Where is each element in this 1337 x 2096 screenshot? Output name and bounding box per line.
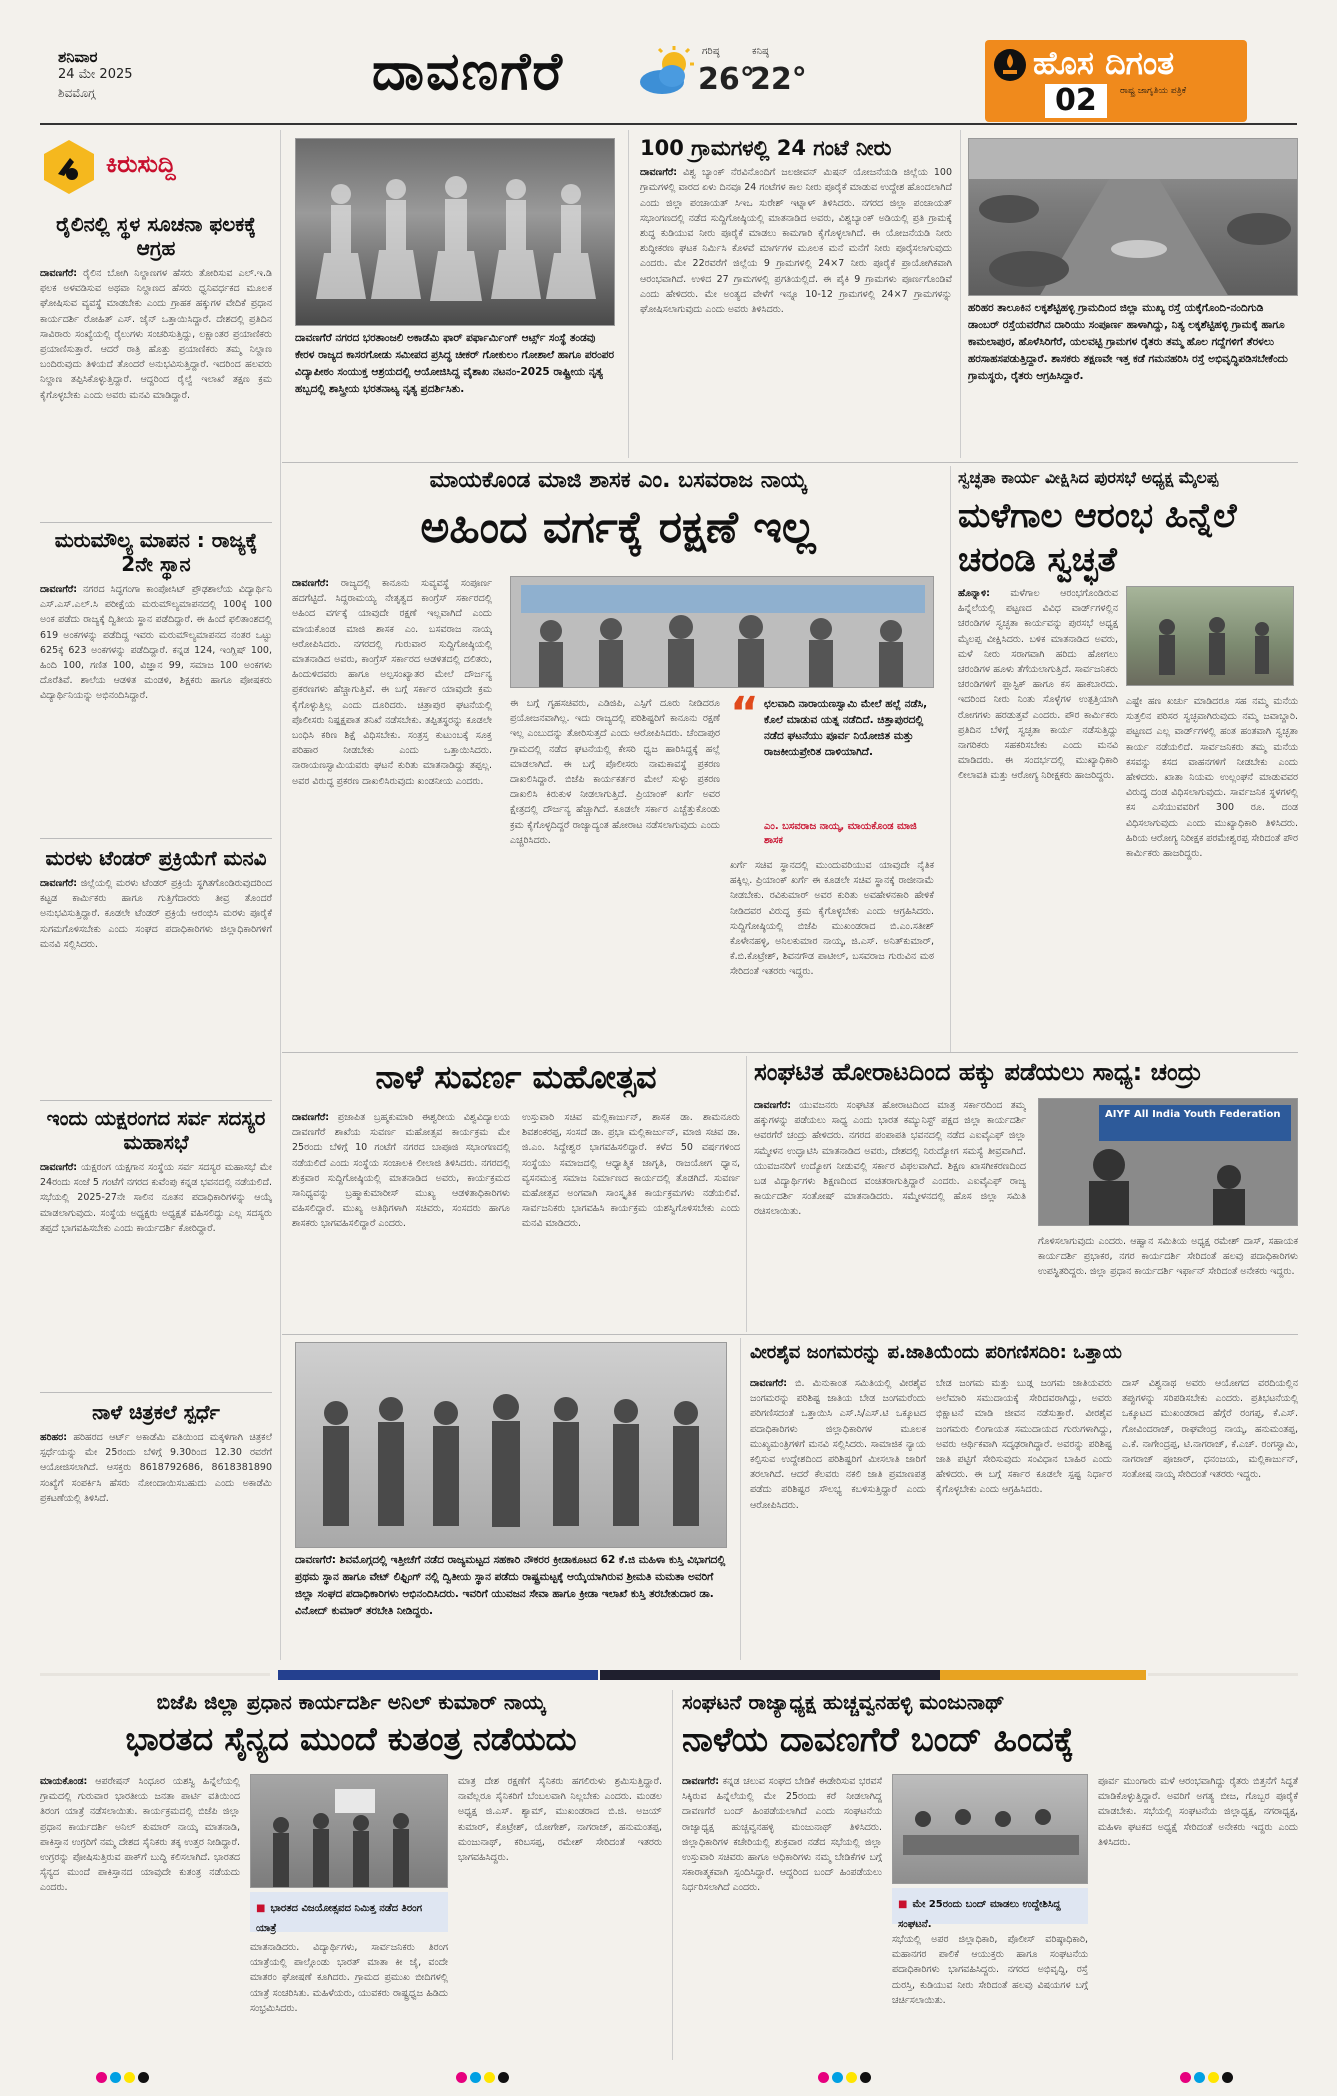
- veerashaiva-col2: ಬೇಡ ಜಂಗಮ ಮತ್ತು ಬುಡ್ಗ ಜಂಗಮ ಜಾತಿಯವರು ಅಲೆಮಾರಿ ಸಮುದಾಯಕ್ಕೆ ಸೇರಿದವರಾಗಿದ್ದು, ಅವರು ಭಿಕ್ಷಾಟನೆ ಮಾಡಿ ಜೀವನ ನಡೆಸುತ್ತಾರೆ. ವೀರಶೈವ ಜಂಗಮರು ಲಿಂಗಾಯತ ಸಮುದಾಯದ ಗುರುಗಳಾಗಿದ್ದು, ಅವರು ಆರ್ಥಿಕವಾಗಿ ಸದೃಢರಾಗಿದ್ದಾರೆ. ಅವರನ್ನು ಪರಿಶಿಷ್ಟ ಜಾತಿ ಪಟ್ಟಿಗೆ ಸೇರಿಸುವುದು ಸಂವಿಧಾನ ಬಾಹಿರ ಎಂದು ಹೇಳಿದರು. ಈ ಬಗ್ಗೆ ಸರ್ಕಾರ ಕೂಡಲೇ ಸ್ಪಷ್ಟ ನಿರ್ಧಾರ ಕೈಗೊಳ್ಳಬೇಕು ಎಂದು ಆಗ್ರಹಿಸಿದರು.: [936, 1378, 1112, 1496]
- sidebar-item: [40, 846, 272, 1088]
- sidebar-item: [40, 528, 272, 872]
- issue-date: 24 ಮೇ 2025: [58, 67, 133, 82]
- rain-story: [958, 468, 1298, 1048]
- water-story: [640, 136, 952, 465]
- union-event-photo: [1038, 1098, 1298, 1226]
- page-number: 02: [1045, 84, 1107, 118]
- dance-photo-caption: ದಾವಣಗೆರೆ ನಗರದ ಭರತಾಂಜಲಿ ಅಕಾಡೆಮಿ ಫಾರ್ ಪರ್ಫಾರ್ಮಿಂಗ್ ಆರ್ಟ್ಸ್ ಸಂಸ್ಥೆ ತಂಡವು ಕೇರಳ ರಾಜ್ಯದ ಕಾಸರಗೋಡು ಸಮೀಪದ ಪ್ರಸಿದ್ಧ ಚೀಕರ್ ಗೋಕುಲಂ ಗೋಶಾಲೆ ಹಾಗೂ ಪರಂಪರ ವಿದ್ಯಾಪೀಠಂ ಸಂಯುಕ್ತ ಆಶ್ರಯದಲ್ಲಿ ಆಯೋಜಿಸಿದ್ದ ವೈಶಾಖ ನಟನಂ-2025 ರಾಷ್ಟ್ರೀಯ ನೃತ್ಯ ಹಬ್ಬದಲ್ಲಿ ಶಾಸ್ತ್ರೀಯ ಭರತನಾಟ್ಯ ನೃತ್ಯ ಪ್ರದರ್ಶಿಸಿತು.: [295, 332, 615, 395]
- paper-tagline: ರಾಷ್ಟ್ರ ಜಾಗೃತಿಯ ಪತ್ರಿಕೆ: [1120, 86, 1187, 96]
- sidebar-item-headline: ಇಂದು ಯಕ್ಷರಂಗದ ಸರ್ವ ಸದಸ್ಯರ ಮಹಾಸಭೆ: [46, 1106, 266, 1154]
- masthead: [0, 0, 1337, 128]
- army-headline: ಭಾರತದ ಸೈನ್ಯದ ಮುಂದೆ ಕುತಂತ್ರ ನಡೆಯದು: [125, 1720, 577, 1758]
- army-col2: ಮಾತ್ರ ದೇಶ ರಕ್ಷಣೆಗೆ ಸೈನಿಕರು ಹಗಲಿರುಳು ಶ್ರಮಿಸುತ್ತಿದ್ದಾರೆ. ನಾವೆಲ್ಲರೂ ಸೈನಿಕರಿಗೆ ಬೆಂಬಲವಾಗಿ ನಿಲ್ಲಬೇಕು ಎಂದರು. ಮಂಡಲ ಅಧ್ಯಕ್ಷ ಜಿ.ಎಸ್. ಶ್ಯಾಮ್, ಮುಖಂಡರಾದ ಬಿ.ಜಿ. ಅಜಯ್ ಕುಮಾರ್, ಕೊಟ್ರೇಶ್, ಯೋಗೇಶ್, ನಾಗರಾಜ್, ಹನುಮಂತಪ್ಪ, ಮಂಜುನಾಥ್, ಕರಿಬಸಪ್ಪ, ರಮೇಶ್ ಸೇರಿದಂತೆ ಇತರರು ಭಾಗವಹಿಸಿದ್ದರು.: [458, 1776, 662, 1864]
- suvarna-col1: ಪ್ರಜಾಪಿತ ಬ್ರಹ್ಮಕುಮಾರಿ ಈಶ್ವರೀಯ ವಿಶ್ವವಿದ್ಯಾಲಯ ದಾವಣಗೆರೆ ಶಾಖೆಯ ಸುವರ್ಣ ಮಹೋತ್ಸವ ಕಾರ್ಯಕ್ರಮ ಮೇ 25ರಂದು ಬೆಳಿಗ್ಗೆ 10 ಗಂಟೆಗೆ ನಗರದ ಬಾಪೂಜಿ ಸಭಾಂಗಣದಲ್ಲಿ ನಡೆಯಲಿದೆ ಎಂದು ಸಂಸ್ಥೆಯ ಸಂಚಾಲಕಿ ಲೀಲಾಜಿ ತಿಳಿಸಿದರು. ನಗರದಲ್ಲಿ ಶುಕ್ರವಾರ ಸುದ್ದಿಗೋಷ್ಠಿಯಲ್ಲಿ ಮಾತನಾಡಿದ ಅವರು, ಕಾರ್ಯಕ್ರಮದ ಸಾನಿಧ್ಯವನ್ನು ಬ್ರಹ್ಮಾಕುಮಾರೀಸ್ ಮುಖ್ಯ ಆಡಳಿತಾಧಿಕಾರಿಗಳು ವಹಿಸಲಿದ್ದಾರೆ. ಮುಖ್ಯ ಅತಿಥಿಗಳಾಗಿ ಸಚಿವರು, ಸಂಸದರು ಹಾಗೂ ಶಾಸಕರು ಭಾಗವಹಿಸಲಿದ್ದಾರೆ ಎಂದರು.: [292, 1112, 510, 1230]
- bandh-col1: ಕನ್ನಡ ಚಲುವ ಸಂಘದ ಬೇಡಿಕೆ ಈಡೇರಿಸುವ ಭರವಸೆ ಸಿಕ್ಕಿರುವ ಹಿನ್ನೆಲೆಯಲ್ಲಿ ಮೇ 25ರಂದು ಕರೆ ನೀಡಲಾಗಿದ್ದ ದಾವಣಗೆರೆ ಬಂದ್ ಹಿಂಪಡೆಯಲಾಗಿದೆ ಎಂದು ಸಂಘಟನೆಯ ರಾಜ್ಯಾಧ್ಯಕ್ಷ ಹುಚ್ಚವ್ವನಹಳ್ಳಿ ಮಂಜುನಾಥ್ ತಿಳಿಸಿದರು. ಜಿಲ್ಲಾಧಿಕಾರಿಗಳ ಕಚೇರಿಯಲ್ಲಿ ಶುಕ್ರವಾರ ನಡೆದ ಸಭೆಯಲ್ಲಿ ಜಿಲ್ಲಾ ಉಸ್ತುವಾರಿ ಸಚಿವರು ಹಾಗೂ ಅಧಿಕಾರಿಗಳು ನಮ್ಮ ಬೇಡಿಕೆಗಳ ಬಗ್ಗೆ ಸಕಾರಾತ್ಮಕವಾಗಿ ಸ್ಪಂದಿಸಿದ್ದಾರೆ. ಆದ್ದರಿಂದ ಬಂದ್ ಹಿಂಪಡೆಯಲು ನಿರ್ಧರಿಸಲಾಗಿದೆ ಎಂದರು.: [682, 1776, 882, 1894]
- paper-name: ಹೊಸ ದಿಗಂತ: [1033, 44, 1175, 82]
- veerashaiva-headline: ವೀರಶೈವ ಜಂಗಮರನ್ನು ಪ.ಜಾತಿಯೆಂದು ಪರಿಗಣಿಸದಿರಿ: ಒತ್ತಾಯ: [750, 1342, 1122, 1363]
- union-col2: ಗೊಳಿಸಲಾಗುವುದು ಎಂದರು. ಆಹ್ವಾನ ಸಮಿತಿಯ ಅಧ್ಯಕ್ಷ ರಮೇಶ್ ದಾಸ್, ಸಹಾಯಕ ಕಾರ್ಯದರ್ಶಿ ಪ್ರಭಾಕರ, ನಗರ ಕಾರ್ಯದರ್ಶಿ ಸೇರಿದಂತೆ ಹಲವು ಪದಾಧಿಕಾರಿಗಳು ಉಪಸ್ಥಿತರಿದ್ದರು. ಜಿಲ್ಲಾ ಪ್ರಧಾನ ಕಾರ್ಯದರ್ಶಿ ಇರ್ಫಾನ್ ಸೇರಿದಂತೆ ಅನೇಕರು ಇದ್ದರು.: [1038, 1236, 1298, 1278]
- caption-square-icon: ■: [256, 1903, 266, 1914]
- suvarna-col2: ಉಸ್ತುವಾರಿ ಸಚಿವ ಮಲ್ಲಿಕಾರ್ಜುನ್, ಶಾಸಕ ಡಾ. ಶಾಮನೂರು ಶಿವಶಂಕರಪ್ಪ, ಸಂಸದೆ ಡಾ. ಪ್ರಭಾ ಮಲ್ಲಿಕಾರ್ಜುನ್, ಮಾಜಿ ಸಚಿವ ಡಾ. ಜಿ.ಎಂ. ಸಿದ್ದೇಶ್ವರ ಭಾಗವಹಿಸಲಿದ್ದಾರೆ. ಕಳೆದ 50 ವರ್ಷಗಳಿಂದ ಸಂಸ್ಥೆಯು ಸಮಾಜದಲ್ಲಿ ಆಧ್ಯಾತ್ಮಿಕ ಜಾಗೃತಿ, ರಾಜಯೋಗ ಧ್ಯಾನ, ವ್ಯಸನಮುಕ್ತ ಸಮಾಜ ನಿರ್ಮಾಣದ ಕಾರ್ಯದಲ್ಲಿ ತೊಡಗಿದೆ. ಸುವರ್ಣ ಮಹೋತ್ಸವ ಅಂಗವಾಗಿ ಸಾಂಸ್ಕೃತಿಕ ಕಾರ್ಯಕ್ರಮಗಳು ನಡೆಯಲಿವೆ. ಸಾರ್ವಜನಿಕರು ಭಾಗವಹಿಸಿ ಕಾರ್ಯಕ್ರಮ ಯಶಸ್ವಿಗೊಳಿಸಬೇಕು ಎಂದು ಮನವಿ ಮಾಡಿದರು.: [522, 1112, 740, 1230]
- pullquote-text: ಛಲವಾದಿ ನಾರಾಯಣಸ್ವಾಮಿ ಮೇಲೆ ಹಲ್ಲೆ ನಡೆಸಿ, ಕೊಲೆ ಮಾಡುವ ಯತ್ನ ನಡೆದಿದೆ. ಚಿತ್ತಾಪುರದಲ್ಲಿ ನಡೆದ ಘಟನೆಯು ಪೂರ್ವ ನಿಯೋಜಿತ ಮತ್ತು ರಾಜಕೀಯಪ್ರೇರಿತ ದಾಳಿಯಾಗಿದೆ.: [764, 698, 928, 758]
- rain-kicker: ಸ್ವಚ್ಛತಾ ಕಾರ್ಯ ವೀಕ್ಷಿಸಿದ ಪುರಸಭೆ ಅಧ್ಯಕ್ಷ ಮೈಲಪ್ಪ: [958, 468, 1219, 487]
- dateline: ಹೊನ್ನಾಳಿ:: [958, 588, 990, 599]
- union-story: [754, 1058, 1298, 1328]
- dateline: ದಾವಣಗೆರೆ:: [292, 578, 330, 589]
- partly-cloudy-icon: [636, 44, 696, 100]
- sidebar-item-headline: ನಾಳೆ ಚಿತ್ರಕಲೆ ಸ್ಪರ್ಧೆ: [92, 1400, 220, 1424]
- tiranga-photo-caption: [250, 1892, 448, 1932]
- sidebar-item-body: ನಗರದ ಸಿದ್ಧಗಂಗಾ ಕಾಂಪೋಸಿಟ್ ಪ್ರೌಢಶಾಲೆಯ ವಿದ್ಯಾರ್ಥಿನಿ ಎಸ್.ಎಸ್.ಎಲ್.ಸಿ ಪರೀಕ್ಷೆಯ ಮರುಮೌಲ್ಯಮಾಪನದಲ್ಲಿ 100ಕ್ಕೆ 100 ಅಂಕ ಪಡೆದು ರಾಜ್ಯಕ್ಕೆ ದ್ವಿತೀಯ ಸ್ಥಾನ ಪಡೆದಿದ್ದಾರೆ. ಈ ಹಿಂದೆ ಫಲಿತಾಂಶದಲ್ಲಿ 619 ಅಂಕಗಳನ್ನು ಪಡೆದಿದ್ದ ಇವರು ಮರುಮೌಲ್ಯಮಾಪನದ ನಂತರ ಒಟ್ಟು 625ಕ್ಕೆ 623 ಅಂಕಗಳನ್ನು ಪಡೆದಿದ್ದಾರೆ. ಕನ್ನಡ 124, ಇಂಗ್ಲಿಷ್ 100, ಹಿಂದಿ 100, ಗಣಿತ 100, ವಿಜ್ಞಾನ 99, ಸಮಾಜ 100 ಅಂಕಗಳು ದೊರೆತಿವೆ. ಶಾಲೆಯ ಆಡಳಿತ ಮಂಡಳಿ, ಶಿಕ್ಷಕರು ಹಾಗೂ ಪೋಷಕರು ವಿದ್ಯಾರ್ಥಿನಿಯನ್ನು ಅಭಿನಂದಿಸಿದ್ದಾರೆ.: [40, 584, 272, 702]
- finger-hand-icon: [40, 138, 98, 196]
- sidebar-item: [40, 1106, 272, 1396]
- road-photo: [968, 138, 1298, 296]
- max-temp-label: ಗರಿಷ್ಠ: [702, 46, 720, 57]
- sidebar-item-headline: ಮರಳು ಟೆಂಡರ್ ಪ್ರಕ್ರಿಯೆಗೆ ಮನವಿ: [45, 846, 267, 870]
- sidebar-item-headline: ರೈಲಿನಲ್ಲಿ ಸ್ಥಳ ಸೂಚನಾ ಫಲಕಕ್ಕೆ ಆಗ್ರಹ: [56, 212, 256, 260]
- print-registration-marks: [0, 2072, 1337, 2088]
- sidebar-item: [40, 1400, 272, 1650]
- lead-pullquote: [730, 688, 934, 846]
- water-story-body: ವಿಶ್ವ ಬ್ಯಾಂಕ್ ನೆರವಿನೊಂದಿಗೆ ಜಲಜೀವನ್ ಮಿಷನ್ ಯೋಜನೆಯಡಿ ಜಿಲ್ಲೆಯ 100 ಗ್ರಾಮಗಳಲ್ಲಿ ವಾರದ ಏಳು ದಿನವೂ 24 ಗಂಟೆಗಳ ಕಾಲ ನೀರು ಪೂರೈಕೆ ಮಾಡುವ ಉದ್ದೇಶ ಹೊಂದಲಾಗಿದೆ ಎಂದು ಜಿಲ್ಲಾ ಪಂಚಾಯತ್ ಸಿಇಒ ಸುರೇಶ್ ಇಟ್ನಾಳ್ ತಿಳಿಸಿದರು. ನಗರದ ಜಿಲ್ಲಾ ಪಂಚಾಯತ್ ಸಭಾಂಗಣದಲ್ಲಿ ನಡೆದ ಸುದ್ದಿಗೋಷ್ಠಿಯಲ್ಲಿ ಮಾತನಾಡಿದ ಅವರು, ವಿಶ್ವಬ್ಯಾಂಕ್ ಅಡಿಯಲ್ಲಿ ಪ್ರತಿ ಗ್ರಾಮಕ್ಕೆ ಶುದ್ಧ ಕುಡಿಯುವ ನೀರು ಪೂರೈಕೆ ಮಾಡಲು ಕಾಮಗಾರಿ ಕೈಗೊಳ್ಳಲಾಗಿದೆ. ಈ ಯೋಜನೆಯಡಿ ನೀರು ಶುದ್ಧೀಕರಣ ಘಟಕ ನಿರ್ಮಿಸಿ ಕೊಳವೆ ಮಾರ್ಗಗಳ ಮೂಲಕ ಮನೆ ಮನೆಗೆ ನೀರು ಪೂರೈಸಲಾಗುವುದು ಎಂದರು. ಮೇ 22ರವರೆಗೆ ಜಿಲ್ಲೆಯ 9 ಗ್ರಾಮಗಳಲ್ಲಿ 24×7 ನೀರು ಪೂರೈಕೆ ಪ್ರಾಯೋಗಿಕವಾಗಿ ಆರಂಭವಾಗಿದೆ. ಉಳಿದ 27 ಗ್ರಾಮಗಳಲ್ಲಿ ಪ್ರಗತಿಯಲ್ಲಿದೆ. ಈ ಪೈಕಿ 9 ಗ್ರಾಮಗಳು ಪೂರ್ಣಗೊಂಡಿವೆ ಎಂದು ಹೇಳಿದರು. ಮೇ ಅಂತ್ಯದ ವೇಳೆಗೆ ಇನ್ನೂ 10-12 ಗ್ರಾಮಗಳಲ್ಲಿ 24×7 ಗ್ರಾಮಗಳನ್ನು ಘೋಷಿಸಲಾಗುವುದು ಎಂದು ಅವರು ತಿಳಿಸಿದರು.: [640, 167, 952, 316]
- sidebar-item: [40, 212, 272, 536]
- suvarna-story: [292, 1058, 740, 1328]
- sidebar-item-body: ರೈಲಿನ ಬೋಗಿ ನಿಲ್ದಾಣಗಳ ಹೆಸರು ತೋರಿಸುವ ಎಲ್.ಇ.ಡಿ ಫಲಕ ಅಳವಡಿಸುವ ಅಥವಾ ನಿಲ್ದಾಣದ ಹೆಸರು ಧ್ವನಿವರ್ಧಕದ ಮೂಲಕ ಘೋಷಿಸುವ ವ್ಯವಸ್ಥೆ ಮಾಡಬೇಕು ಎಂದು ಗ್ರಾಹಕ ಹಕ್ಕುಗಳ ವೇದಿಕೆ ಪ್ರಧಾನ ಕಾರ್ಯದರ್ಶಿ ರೋಹಿತ್ ಎಸ್. ಜೈನ್ ಒತ್ತಾಯಿಸಿದ್ದಾರೆ. ದೇಶದಲ್ಲಿ ಪ್ರತಿದಿನ ಸಾವಿರಾರು ಸಂಖ್ಯೆಯಲ್ಲಿ ರೈಲುಗಳು ಸಂಚರಿಸುತ್ತಿದ್ದು, ಲಕ್ಷಾಂತರ ಪ್ರಯಾಣಿಕರು ಪ್ರಯಾಣಿಸುತ್ತಾರೆ. ಆದರೆ ರಾತ್ರಿ ಹೊತ್ತು ಪ್ರಯಾಣಿಕರು ತಮ್ಮ ನಿಲ್ದಾಣ ಬಂದಿರುವುದು ತಿಳಿಯದೆ ತೊಂದರೆ ಅನುಭವಿಸುತ್ತಿದ್ದಾರೆ. ಇದರಿಂದ ಹಲವರು ನಿಲ್ದಾಣ ತಪ್ಪಿಸಿಕೊಳ್ಳುತ್ತಿದ್ದಾರೆ. ಆದ್ದರಿಂದ ರೈಲ್ವೆ ಇಲಾಖೆ ತಕ್ಷಣ ಕ್ರಮ ಕೈಗೊಳ್ಳಬೇಕು ಎಂದು ಅವರು ಮನವಿ ಮಾಡಿದ್ದಾರೆ.: [40, 268, 272, 401]
- sidebar-item-body: ಜಿಲ್ಲೆಯಲ್ಲಿ ಮರಳು ಟೆಂಡರ್ ಪ್ರಕ್ರಿಯೆ ಸ್ಥಗಿತಗೊಂಡಿರುವುದರಿಂದ ಕಟ್ಟಡ ಕಾರ್ಮಿಕರು ಹಾಗೂ ಗುತ್ತಿಗೆದಾರರು ತೀವ್ರ ತೊಂದರೆ ಅನುಭವಿಸುತ್ತಿದ್ದಾರೆ. ಕೂಡಲೇ ಟೆಂಡರ್ ಪ್ರಕ್ರಿಯೆ ಆರಂಭಿಸಿ ಮರಳು ಪೂರೈಕೆ ಸುಗಮಗೊಳಿಸಬೇಕು ಎಂದು ಸಂಘದ ಪದಾಧಿಕಾರಿಗಳು ಜಿಲ್ಲಾಧಿಕಾರಿಗಳಿಗೆ ಮನವಿ ಸಲ್ಲಿಸಿದರು.: [40, 878, 272, 950]
- bandh-note-text: ಮೇ 25ರಂದು ಬಂದ್ ಮಾಡಲು ಉದ್ದೇಶಿಸಿದ್ದ ಸಂಘಟನೆ.: [898, 1899, 1061, 1930]
- lead-story: [292, 468, 944, 1048]
- pullquote-author: ಎಂ. ಬಸವರಾಜ ನಾಯ್ಕ, ಮಾಯಕೊಂಡ ಮಾಜಿ ಶಾಸಕ: [764, 821, 917, 846]
- caption-square-icon: ■: [898, 1899, 908, 1910]
- lead-press-photo: [510, 576, 934, 688]
- edition-title: ದಾವಣಗೆರೆ: [372, 42, 565, 102]
- rain-col1: ಮಳೆಗಾಲ ಆರಂಭಗೊಂಡಿರುವ ಹಿನ್ನೆಲೆಯಲ್ಲಿ ಪಟ್ಟಣದ ವಿವಿಧ ವಾರ್ಡ್‌ಗಳಲ್ಲಿನ ಚರಂಡಿಗಳ ಸ್ವಚ್ಛತಾ ಕಾರ್ಯವನ್ನು ಪುರಸಭೆ ಅಧ್ಯಕ್ಷ ಮೈಲಪ್ಪ ವೀಕ್ಷಿಸಿದರು. ಬಳಿಕ ಮಾತನಾಡಿದ ಅವರು, ಮಳೆ ನೀರು ಸರಾಗವಾಗಿ ಹರಿದು ಹೋಗಲು ಚರಂಡಿಗಳ ಹೂಳು ತೆಗೆಯಲಾಗುತ್ತಿದೆ. ಸಾರ್ವಜನಿಕರು ಚರಂಡಿಗಳಿಗೆ ಪ್ಲಾಸ್ಟಿಕ್ ಹಾಗೂ ಕಸ ಹಾಕಬಾರದು. ಇದರಿಂದ ನೀರು ನಿಂತು ಸೊಳ್ಳೆಗಳ ಉತ್ಪತ್ತಿಯಾಗಿ ರೋಗಗಳು ಹರಡುತ್ತವೆ ಎಂದರು. ಪೌರ ಕಾರ್ಮಿಕರು ಪ್ರತಿದಿನ ಬೆಳಿಗ್ಗೆ ಸ್ವಚ್ಛತಾ ಕಾರ್ಯ ನಡೆಸುತ್ತಿದ್ದು ನಾಗರಿಕರು ಸಹಕರಿಸಬೇಕು ಎಂದು ಮನವಿ ಮಾಡಿದರು. ಈ ಸಂದರ್ಭದಲ್ಲಿ ಮುಖ್ಯಾಧಿಕಾರಿ ಲೀಲಾವತಿ ಮತ್ತು ಆರೋಗ್ಯ ನಿರೀಕ್ಷಕರು ಹಾಜರಿದ್ದರು.: [958, 588, 1118, 782]
- lead-kicker: ಮಾಯಕೊಂಡ ಮಾಜಿ ಶಾಸಕ ಎಂ. ಬಸವರಾಜ ನಾಯ್ಕ: [429, 468, 807, 493]
- veerashaiva-story: [750, 1342, 1298, 1658]
- army-col1: ಆಪರೇಷನ್ ಸಿಂಧೂರ ಯಶಸ್ವಿ ಹಿನ್ನೆಲೆಯಲ್ಲಿ ಗ್ರಾಮದಲ್ಲಿ ಗುರುವಾರ ಭಾರತೀಯ ಜನತಾ ಪಾರ್ಟಿ ವತಿಯಿಂದ ತಿರಂಗ ಯಾತ್ರೆ ನಡೆಸಲಾಯಿತು. ಕಾರ್ಯಕ್ರಮದಲ್ಲಿ ಬಿಜೆಪಿ ಜಿಲ್ಲಾ ಪ್ರಧಾನ ಕಾರ್ಯದರ್ಶಿ ಅನಿಲ್ ಕುಮಾರ್ ನಾಯ್ಕ ಮಾತನಾಡಿ, ಪಾಕಿಸ್ತಾನ ಉಗ್ರರಿಗೆ ನಮ್ಮ ದೇಶದ ಸೈನಿಕರು ತಕ್ಕ ಉತ್ತರ ನೀಡಿದ್ದಾರೆ. ಉಗ್ರರನ್ನು ಪೋಷಿಸುತ್ತಿರುವ ಪಾಕ್‌ಗೆ ಬುದ್ಧಿ ಕಲಿಸಲಾಗಿದೆ. ಭಾರತದ ಸೈನ್ಯದ ಮುಂದೆ ಪಾಕಿಸ್ತಾನದ ಯಾವುದೇ ಕುತಂತ್ರ ನಡೆಯದು ಎಂದರು.: [40, 1776, 240, 1894]
- sidebar-item-headline: ಮರುಮೌಲ್ಯ ಮಾಪನ : ರಾಜ್ಯಕ್ಕೆ 2ನೇ ಸ್ಥಾನ: [54, 528, 258, 576]
- paper-logo: [985, 40, 1247, 122]
- dateline: ಮಾಯಕೊಂಡ:: [40, 1776, 88, 1787]
- city-sub: ಶಿವಮೊಗ್ಗ: [58, 86, 96, 100]
- quote-icon: “: [730, 688, 759, 739]
- dateline: ದಾವಣಗೆರೆ:: [640, 167, 678, 179]
- veerashaiva-col1: ಬಿ. ಮಿನುಕಾಂತ ಸಮಿತಿಯಲ್ಲಿ ವೀರಶೈವ ಜಂಗಮರನ್ನು ಪರಿಶಿಷ್ಟ ಜಾತಿಯ ಬೇಡ ಜಂಗಮರೆಂದು ಪರಿಗಣಿಸದಂತೆ ಒತ್ತಾಯಿಸಿ ಎಸ್.ಸಿ/ಎಸ್.ಟಿ ಒಕ್ಕೂಟದ ಪದಾಧಿಕಾರಿಗಳು ಜಿಲ್ಲಾಧಿಕಾರಿಗಳ ಮೂಲಕ ಮುಖ್ಯಮಂತ್ರಿಗಳಿಗೆ ಮನವಿ ಸಲ್ಲಿಸಿದರು. ಸಾಮಾಜಿಕ ನ್ಯಾಯ ಕಲ್ಪಿಸುವ ಉದ್ದೇಶದಿಂದ ಪರಿಶಿಷ್ಟರಿಗೆ ಮೀಸಲಾತಿ ಜಾರಿಗೆ ತರಲಾಗಿದೆ. ಆದರೆ ಕೆಲವರು ನಕಲಿ ಜಾತಿ ಪ್ರಮಾಣಪತ್ರ ಪಡೆದು ಪರಿಶಿಷ್ಟರ ಸೌಲಭ್ಯ ಕಬಳಿಸುತ್ತಿದ್ದಾರೆ ಎಂದು ಆರೋಪಿಸಿದರು.: [750, 1378, 926, 1511]
- rain-headline: ಮಳೆಗಾಲ ಆರಂಭ ಹಿನ್ನೆಲೆ ಚರಂಡಿ ಸ್ವಚ್ಛತೆ: [958, 496, 1237, 580]
- issue-day: ಶನಿವಾರ: [58, 48, 98, 66]
- lead-col1: ರಾಜ್ಯದಲ್ಲಿ ಕಾನೂನು ಸುವ್ಯವಸ್ಥೆ ಸಂಪೂರ್ಣ ಹದಗೆಟ್ಟಿದೆ. ಸಿದ್ದರಾಮಯ್ಯ ನೇತೃತ್ವದ ಕಾಂಗ್ರೆಸ್ ಸರ್ಕಾರದಲ್ಲಿ ಅಹಿಂದ ವರ್ಗಕ್ಕೆ ಯಾವುದೇ ರಕ್ಷಣೆ ಇಲ್ಲವಾಗಿದೆ ಎಂದು ಮಾಯಕೊಂಡ ಮಾಜಿ ಶಾಸಕ ಎಂ. ಬಸವರಾಜ ನಾಯ್ಕ ಆರೋಪಿಸಿದರು. ನಗರದಲ್ಲಿ ಗುರುವಾರ ಸುದ್ದಿಗೋಷ್ಠಿಯಲ್ಲಿ ಮಾತನಾಡಿದ ಅವರು, ಕಾಂಗ್ರೆಸ್ ಸರ್ಕಾರದ ಆಡಳಿತದಲ್ಲಿ ದಲಿತರು, ಹಿಂದುಳಿದವರು ಹಾಗೂ ಅಲ್ಪಸಂಖ್ಯಾತರ ಮೇಲೆ ದೌರ್ಜನ್ಯ ಪ್ರಕರಣಗಳು ಹೆಚ್ಚಾಗುತ್ತಿವೆ. ಈ ಬಗ್ಗೆ ಸರ್ಕಾರ ಯಾವುದೇ ಕ್ರಮ ಕೈಗೊಳ್ಳುತ್ತಿಲ್ಲ ಎಂದು ದೂರಿದರು. ಚಿತ್ರಾಪುರ ಘಟನೆಯಲ್ಲಿ ಪೊಲೀಸರು ನಿಷ್ಪಕ್ಷಪಾತ ತನಿಖೆ ನಡೆಸಬೇಕು. ತಪ್ಪಿತಸ್ಥರನ್ನು ಕೂಡಲೇ ಬಂಧಿಸಿ ಕಠಿಣ ಶಿಕ್ಷೆ ವಿಧಿಸಬೇಕು. ಸಂತ್ರಸ್ತ ಕುಟುಂಬಕ್ಕೆ ಸೂಕ್ತ ಪರಿಹಾರ ನೀಡಬೇಕು ಎಂದು ಒತ್ತಾಯಿಸಿದರು. ನಾರಾಯಣಸ್ವಾಮಿಯವರು ಘಟನೆ ಕುರಿತು ಮಾತನಾಡಿದ್ದು ತಪ್ಪಲ್ಲ. ಅವರ ವಿರುದ್ಧ ಪ್ರಕರಣ ದಾಖಲಿಸಿರುವುದು ಖಂಡನೀಯ ಎಂದರು.: [292, 578, 492, 787]
- bandh-kicker: ಸಂಘಟನೆ ರಾಜ್ಯಾಧ್ಯಕ್ಷ ಹುಚ್ಚವ್ವನಹಳ್ಳಿ ಮಂಜುನಾಥ್: [682, 1690, 1005, 1714]
- rain-col2: ಎಷ್ಟೇ ಹಣ ಖರ್ಚು ಮಾಡಿದರೂ ಸಹ ನಮ್ಮ ಮನೆಯ ಸುತ್ತಲಿನ ಪರಿಸರ ಸ್ವಚ್ಛವಾಗಿರುವುದು ನಮ್ಮ ಜವಾಬ್ದಾರಿ. ಪಟ್ಟಣದ ಎಲ್ಲ ವಾರ್ಡ್‌ಗಳಲ್ಲಿ ಹಂತ ಹಂತವಾಗಿ ಸ್ವಚ್ಛತಾ ಕಾರ್ಯ ನಡೆಯಲಿದೆ. ಸಾರ್ವಜನಿಕರು ತಮ್ಮ ಮನೆಯ ಕಸವನ್ನು ಕಸದ ವಾಹನಗಳಿಗೆ ನೀಡಬೇಕು ಎಂದು ಹೇಳಿದರು. ಖಾತಾ ನಿಯಮ ಉಲ್ಲಂಘನೆ ಮಾಡುವವರ ವಿರುದ್ಧ ದಂಡ ವಿಧಿಸಲಾಗುವುದು. ಸಾರ್ವಜನಿಕ ಸ್ಥಳಗಳಲ್ಲಿ ಕಸ ಎಸೆಯುವವರಿಗೆ 300 ರೂ. ದಂಡ ವಿಧಿಸಲಾಗುವುದು ಎಂದು ಮುಖ್ಯಾಧಿಕಾರಿ ತಿಳಿಸಿದರು. ಹಿರಿಯ ಆರೋಗ್ಯ ನಿರೀಕ್ಷಕ ಪರಮೇಶ್ವರಪ್ಪ ಸೇರಿದಂತೆ ಪೌರ ಕಾರ್ಮಿಕರು ಹಾಜರಿದ್ದರು.: [1126, 696, 1298, 860]
- army-story: [40, 1690, 662, 2060]
- bandh-col2: ಸಭೆಯಲ್ಲಿ ಅಪರ ಜಿಲ್ಲಾಧಿಕಾರಿ, ಪೊಲೀಸ್ ವರಿಷ್ಠಾಧಿಕಾರಿ, ಮಹಾನಗರ ಪಾಲಿಕೆ ಆಯುಕ್ತರು ಹಾಗೂ ಸಂಘಟನೆಯ ಪದಾಧಿಕಾರಿಗಳು ಭಾಗವಹಿಸಿದ್ದರು. ನಗರದ ಅಭಿವೃದ್ಧಿ, ರಸ್ತೆ ದುರಸ್ತಿ, ಕುಡಿಯುವ ನೀರು ಸೇರಿದಂತೆ ಹಲವು ವಿಷಯಗಳ ಬಗ್ಗೆ ಚರ್ಚಿಸಲಾಯಿತು.: [892, 1934, 1088, 2006]
- sidebar-section-title: ಕಿರುಸುದ್ದಿ: [106, 150, 176, 178]
- dateline: ಹರಿಹರ:: [40, 1432, 68, 1443]
- suvarna-headline: ನಾಳೆ ಸುವರ್ಣ ಮಹೋತ್ಸವ: [375, 1058, 657, 1096]
- tiranga-caption-text: ಭಾರತದ ವಿಜಯೋತ್ಸವದ ನಿಮಿತ್ತ ನಡೆದ ತಿರಂಗ ಯಾತ್ರೆ: [256, 1903, 422, 1934]
- dateline: ದಾವಣಗೆರೆ:: [40, 584, 78, 595]
- union-headline: ಸಂಘಟಿತ ಹೋರಾಟದಿಂದ ಹಕ್ಕು ಪಡೆಯಲು ಸಾಧ್ಯ: ಚಂದ್ರು: [754, 1058, 1202, 1086]
- dateline: ದಾವಣಗೆರೆ:: [40, 1162, 78, 1173]
- bandh-photo-note: [892, 1888, 1088, 1930]
- min-temp-label: ಕನಿಷ್ಠ: [752, 46, 769, 57]
- sidebar-section-badge: [40, 138, 240, 198]
- bandh-headline: ನಾಳೆಯ ದಾವಣಗೆರೆ ಬಂದ್ ಹಿಂದಕ್ಕೆ: [682, 1720, 1074, 1760]
- army-kicker: ಬಿಜೆಪಿ ಜಿಲ್ಲಾ ಪ್ರಧಾನ ಕಾರ್ಯದರ್ಶಿ ಅನಿಲ್ ಕುಮಾರ್ ನಾಯ್ಕ: [156, 1690, 546, 1714]
- union-col1: ಯುವಜನರು ಸಂಘಟಿತ ಹೋರಾಟದಿಂದ ಮಾತ್ರ ಸರ್ಕಾರದಿಂದ ತಮ್ಮ ಹಕ್ಕುಗಳನ್ನು ಪಡೆಯಲು ಸಾಧ್ಯ ಎಂದು ಭಾರತ ಕಮ್ಯುನಿಸ್ಟ್ ಪಕ್ಷದ ಜಿಲ್ಲಾ ಕಾರ್ಯದರ್ಶಿ ಆವರಗೆರೆ ಚಂದ್ರು ಹೇಳಿದರು. ನಗರದ ಪಂಪಾಪತಿ ಭವನದಲ್ಲಿ ನಡೆದ ಎಐವೈಎಫ್ ಜಿಲ್ಲಾ ಸಮ್ಮೇಳನ ಉದ್ಘಾಟಿಸಿ ಮಾತನಾಡಿದ ಅವರು, ದೇಶದಲ್ಲಿ ನಿರುದ್ಯೋಗ ಸಮಸ್ಯೆ ತೀವ್ರವಾಗಿದೆ. ಯುವಜನರಿಗೆ ಉದ್ಯೋಗ ನೀಡುವಲ್ಲಿ ಸರ್ಕಾರ ವಿಫಲವಾಗಿದೆ. ಶಿಕ್ಷಣ ಖಾಸಗೀಕರಣದಿಂದ ಬಡ ವಿದ್ಯಾರ್ಥಿಗಳು ಶಿಕ್ಷಣದಿಂದ ವಂಚಿತರಾಗುತ್ತಿದ್ದಾರೆ ಎಂದರು. ಎಐವೈಎಫ್ ರಾಜ್ಯ ಕಾರ್ಯದರ್ಶಿ ಸಂತೋಷ್ ಮಾತನಾಡಿದರು. ಸಮ್ಮೇಳನದಲ್ಲಿ ಹೊಸ ಜಿಲ್ಲಾ ಸಮಿತಿ ರಚಿಸಲಾಯಿತು.: [754, 1100, 1026, 1218]
- bandh-col3: ಪೂರ್ವ ಮುಂಗಾರು ಮಳೆ ಆರಂಭವಾಗಿದ್ದು ರೈತರು ಬಿತ್ತನೆಗೆ ಸಿದ್ಧತೆ ಮಾಡಿಕೊಳ್ಳುತ್ತಿದ್ದಾರೆ. ಅವರಿಗೆ ಅಗತ್ಯ ಬೀಜ, ಗೊಬ್ಬರ ಪೂರೈಕೆ ಮಾಡಬೇಕು. ಸಭೆಯಲ್ಲಿ ಸಂಘಟನೆಯ ಜಿಲ್ಲಾಧ್ಯಕ್ಷ, ನಗರಾಧ್ಯಕ್ಷ, ಮಹಿಳಾ ಘಟಕದ ಅಧ್ಯಕ್ಷೆ ಸೇರಿದಂತೆ ಅನೇಕರು ಇದ್ದರು ಎಂದು ತಿಳಿಸಿದರು.: [1098, 1776, 1298, 1848]
- lamp-logo-icon: [993, 48, 1027, 82]
- water-story-headline: 100 ಗ್ರಾಮಗಳಲ್ಲಿ 24 ಗಂಟೆ ನೀರು: [640, 136, 892, 160]
- union-photo-banner: AIYF All India Youth Federation: [1099, 1105, 1291, 1141]
- sidebar-item-body: ಹರಿಹರದ ಆರ್ಟ್ ಅಕಾಡೆಮಿ ವತಿಯಿಂದ ಮಕ್ಕಳಿಗಾಗಿ ಚಿತ್ರಕಲೆ ಸ್ಪರ್ಧೆಯನ್ನು ಮೇ 25ರಂದು ಬೆಳಿಗ್ಗೆ 9.30ರಿಂದ 12.30 ರವರೆಗೆ ಆಯೋಜಿಸಲಾಗಿದೆ. ಆಸಕ್ತರು 8618792686, 8618381890 ಸಂಖ್ಯೆಗೆ ಸಂಪರ್ಕಿಸಿ ಹೆಸರು ನೋಂದಾಯಿಸಬಹುದು ಎಂದು ಅಕಾಡೆಮಿ ಪ್ರಕಟಣೆಯಲ್ಲಿ ತಿಳಿಸಿದೆ.: [40, 1432, 272, 1504]
- lead-headline: ಅಹಿಂದ ವರ್ಗಕ್ಕೆ ರಕ್ಷಣೆ ಇಲ್ಲ: [420, 502, 816, 553]
- sidebar-kirusuddi: [40, 130, 272, 1660]
- sidebar-item-body: ಯಕ್ಷರಂಗ ಯಕ್ಷಗಾನ ಸಂಸ್ಥೆಯ ಸರ್ವ ಸದಸ್ಯರ ಮಹಾಸಭೆ ಮೇ 24ರಂದು ಸಂಜೆ 5 ಗಂಟೆಗೆ ನಗರದ ಕುವೆಂಪು ಕನ್ನಡ ಭವನದಲ್ಲಿ ನಡೆಯಲಿದೆ. ಸಭೆಯಲ್ಲಿ 2025-27ನೇ ಸಾಲಿನ ನೂತನ ಪದಾಧಿಕಾರಿಗಳನ್ನು ಆಯ್ಕೆ ಮಾಡಲಾಗುವುದು. ಸಂಸ್ಥೆಯ ಅಧ್ಯಕ್ಷರು ಅಧ್ಯಕ್ಷತೆ ವಹಿಸಲಿದ್ದು ಎಲ್ಲ ಸದಸ್ಯರು ತಪ್ಪದೆ ಭಾಗವಹಿಸಬೇಕು ಎಂದು ಕಾರ್ಯದರ್ಶಿ ಕೋರಿದ್ದಾರೆ.: [40, 1162, 272, 1234]
- veerashaiva-col3: ದಾಸ್ ವಿಶ್ವನಾಥ ಅವರು ಆಯೋಗದ ವರದಿಯಲ್ಲಿನ ತಪ್ಪುಗಳನ್ನು ಸರಿಪಡಿಸಬೇಕು ಎಂದರು. ಪ್ರತಿಭಟನೆಯಲ್ಲಿ ಒಕ್ಕೂಟದ ಮುಖಂಡರಾದ ಹೆಗ್ಗೆರೆ ರಂಗಪ್ಪ, ಕೆ.ಎಸ್. ಗೋವಿಂದರಾಜ್, ರಾಘವೇಂದ್ರ ನಾಯ್ಕ, ಹನುಮಂತಪ್ಪ, ಎ.ಕೆ. ನಾಗೇಂದ್ರಪ್ಪ, ಟಿ.ನಾಗರಾಜ್, ಕೆ.ಎಚ್. ರಂಗಸ್ವಾಮಿ, ನಾಗರಾಜ್ ಪೂಜಾರ್, ಧನಂಜಯ, ಮಲ್ಲಿಕಾರ್ಜುನ್, ಸಂತೋಷ ನಾಯ್ಕ ಸೇರಿದಂತೆ ಇತರರು ಇದ್ದರು.: [1122, 1378, 1298, 1481]
- lead-col2: ಈ ಬಗ್ಗೆ ಗೃಹಸಚಿವರು, ಎಡಿಜಿಪಿ, ಎಸ್ಪಿಗೆ ದೂರು ನೀಡಿದರೂ ಪ್ರಯೋಜನವಾಗಿಲ್ಲ. ಇದು ರಾಜ್ಯದಲ್ಲಿ ಪರಿಶಿಷ್ಟರಿಗೆ ಕಾನೂನು ರಕ್ಷಣೆ ಇಲ್ಲ ಎಂಬುದನ್ನು ತೋರಿಸುತ್ತದೆ ಎಂದು ಆರೋಪಿಸಿದರು. ಚೆಂದಾಪುರ ಗ್ರಾಮದಲ್ಲಿ ನಡೆದ ಘಟನೆಯಲ್ಲಿ ಕೇಸರಿ ಧ್ವಜ ಹಾರಿಸಿದ್ದಕ್ಕೆ ಹಲ್ಲೆ ಮಾಡಲಾಗಿದೆ. ಈ ಬಗ್ಗೆ ಪೊಲೀಸರು ನಾಮಕಾವಸ್ಥೆ ಪ್ರಕರಣ ದಾಖಲಿಸಿದ್ದಾರೆ. ಬಿಜೆಪಿ ಕಾರ್ಯಕರ್ತರ ಮೇಲೆ ಸುಳ್ಳು ಪ್ರಕರಣ ದಾಖಲಿಸಿ ಕಿರುಕುಳ ನೀಡಲಾಗುತ್ತಿದೆ. ಪ್ರಿಯಾಂಕ್ ಖರ್ಗೆ ಅವರ ಕ್ಷೇತ್ರದಲ್ಲಿ ದೌರ್ಜನ್ಯ ಹೆಚ್ಚಾಗಿದೆ. ಕೂಡಲೇ ಸರ್ಕಾರ ಎಚ್ಚೆತ್ತುಕೊಂಡು ಕ್ರಮ ಕೈಗೊಳ್ಳದಿದ್ದರೆ ರಾಜ್ಯಾದ್ಯಂತ ಹೋರಾಟ ನಡೆಸಲಾಗುವುದು ಎಂದು ಎಚ್ಚರಿಸಿದರು.: [510, 698, 720, 846]
- dateline: ದಾವಣಗೆರೆ:: [40, 878, 78, 889]
- army-col3: ಮಾತನಾಡಿದರು. ವಿದ್ಯಾರ್ಥಿಗಳು, ಸಾರ್ವಜನಿಕರು ತಿರಂಗ ಯಾತ್ರೆಯಲ್ಲಿ ಪಾಲ್ಗೊಂಡು ಭಾರತ್ ಮಾತಾ ಕೀ ಜೈ, ವಂದೇ ಮಾತರಂ ಘೋಷಣೆ ಕೂಗಿದರು. ಗ್ರಾಮದ ಪ್ರಮುಖ ಬೀದಿಗಳಲ್ಲಿ ಯಾತ್ರೆ ಸಂಚರಿಸಿತು. ಮಹಿಳೆಯರು, ಯುವಕರು ರಾಷ್ಟ್ರಧ್ವಜ ಹಿಡಿದು ಸಂಭ್ರಮಿಸಿದರು.: [250, 1942, 448, 2014]
- dance-photo: [295, 138, 615, 326]
- dateline: ದಾವಣಗೆರೆ:: [40, 268, 78, 279]
- drain-cleaning-photo: [1126, 586, 1294, 686]
- max-temp: 26°: [698, 62, 755, 97]
- dateline: ದಾವಣಗೆರೆ:: [754, 1100, 792, 1111]
- bandh-meeting-photo: [892, 1774, 1088, 1884]
- dateline: ದಾವಣಗೆರೆ:: [292, 1112, 330, 1123]
- lead-col3: ಖರ್ಗೆ ಸಚಿವ ಸ್ಥಾನದಲ್ಲಿ ಮುಂದುವರಿಯುವ ಯಾವುದೇ ನೈತಿಕ ಹಕ್ಕಿಲ್ಲ. ಪ್ರಿಯಾಂಕ್ ಖರ್ಗೆ ಈ ಕೂಡಲೇ ಸಚಿವ ಸ್ಥಾನಕ್ಕೆ ರಾಜೀನಾಮೆ ನೀಡಬೇಕು. ರವಿಕುಮಾರ್ ಅವರ ಕುರಿತು ಅವಹೇಳನಕಾರಿ ಹೇಳಿಕೆ ನೀಡಿದವರ ವಿರುದ್ಧ ಕ್ರಮ ಕೈಗೊಳ್ಳಬೇಕು ಎಂದು ಆಗ್ರಹಿಸಿದರು. ಸುದ್ದಿಗೋಷ್ಠಿಯಲ್ಲಿ ಬಿಜೆಪಿ ಮುಖಂಡರಾದ ಬಿ.ಎಂ.ಸತೀಶ್ ಕೊಳೇನಹಳ್ಳಿ, ಅನಿಲಕುಮಾರ ನಾಯ್ಕ, ಜಿ.ಎಸ್. ಅನಿತ್‌ಕುಮಾರ್, ಕೆ.ಬಿ.ಕೊಟ್ರೇಶ್, ಶಿವನಗೌಡ ಪಾಟೀಲ್, ಬಸವರಾಜ ಗುರುವಿನ ಮಠ ಸೇರಿದಂತೆ ಇತರರು ಇದ್ದರು.: [730, 860, 934, 978]
- section-divider-strip: [40, 1670, 1298, 1680]
- dateline: ದಾವಣಗೆರೆ:: [682, 1776, 720, 1787]
- bandh-story: [682, 1690, 1298, 2060]
- road-photo-caption: ಹರಿಹರ ತಾಲೂಕಿನ ಲಕ್ಕಶೆಟ್ಟಿಹಳ್ಳಿ ಗ್ರಾಮದಿಂದ ಜಿಲ್ಲಾ ಮುಖ್ಯ ರಸ್ತೆ ಯಕ್ಕೆಗೊಂದಿ-ನಂದಿಗುಡಿ ಡಾಂಬರ್ ರಸ್ತೆಯವರೆಗಿನ ದಾರಿಯು ಸಂಪೂರ್ಣ ಹಾಳಾಗಿದ್ದು, ನಿತ್ಯ ಲಕ್ಕಶೆಟ್ಟಿಹಳ್ಳಿ ಗ್ರಾಮಕ್ಕೆ ಹಾಗೂ ಕಾಮಲಾಪುರ, ಹೊಳೆಸಿರಿಗೆರೆ, ಯಲವಟ್ಟಿ ಗ್ರಾಮಗಳ ರೈತರು ತಮ್ಮ ಹೊಲ ಗದ್ದೆಗಳಿಗೆ ತೆರಳಲು ಹರಸಾಹಸಪಡುತ್ತಿದ್ದಾರೆ. ಶಾಸಕರು ತಕ್ಷಣವೇ ಇತ್ತ ಕಡೆ ಗಮನಹರಿಸಿ ರಸ್ತೆ ಅಭಿವೃದ್ಧಿಪಡಿಸಬೇಕೆಂದು ಗ್ರಾಮಸ್ಥರು, ರೈತರು ಆಗ್ರಹಿಸಿದ್ದಾರೆ.: [968, 302, 1288, 382]
- sports-felicitation-photo: [295, 1342, 727, 1548]
- dateline: ದಾವಣಗೆರೆ:: [750, 1378, 788, 1389]
- tiranga-yatra-photo: [250, 1774, 448, 1888]
- sports-photo-caption: ದಾವಣಗೆರೆ: ಶಿವಮೊಗ್ಗದಲ್ಲಿ ಇತ್ತೀಚೆಗೆ ನಡೆದ ರಾಜ್ಯಮಟ್ಟದ ಸಹಕಾರಿ ನೌಕರರ ಕ್ರೀಡಾಕೂಟದ 62 ಕೆ.ಜಿ ಮಹಿಳಾ ಕುಸ್ತಿ ವಿಭಾಗದಲ್ಲಿ ಪ್ರಥಮ ಸ್ಥಾನ ಹಾಗೂ ವೇಟ್ ಲಿಫ್ಟಿಂಗ್ ನಲ್ಲಿ ದ್ವಿತೀಯ ಸ್ಥಾನ ಪಡೆದು ರಾಷ್ಟ್ರಮಟ್ಟಕ್ಕೆ ಆಯ್ಕೆಯಾಗಿರುವ ಶ್ರೀಮತಿ ಮಮತಾ ಅವರಿಗೆ ಜಿಲ್ಲಾ ಸಂಘದ ಪದಾಧಿಕಾರಿಗಳು ಅಭಿನಂದಿಸಿದರು. ಇವರಿಗೆ ಯುವಜನ ಸೇವಾ ಹಾಗೂ ಕ್ರೀಡಾ ಇಲಾಖೆ ಕುಸ್ತಿ ತರಬೇತುದಾರ ಡಾ. ವಿನೋದ್ ಕುಮಾರ್ ತರಬೇತಿ ನೀಡಿದ್ದರು.: [295, 1554, 726, 1617]
- min-temp: 22°: [750, 62, 807, 97]
